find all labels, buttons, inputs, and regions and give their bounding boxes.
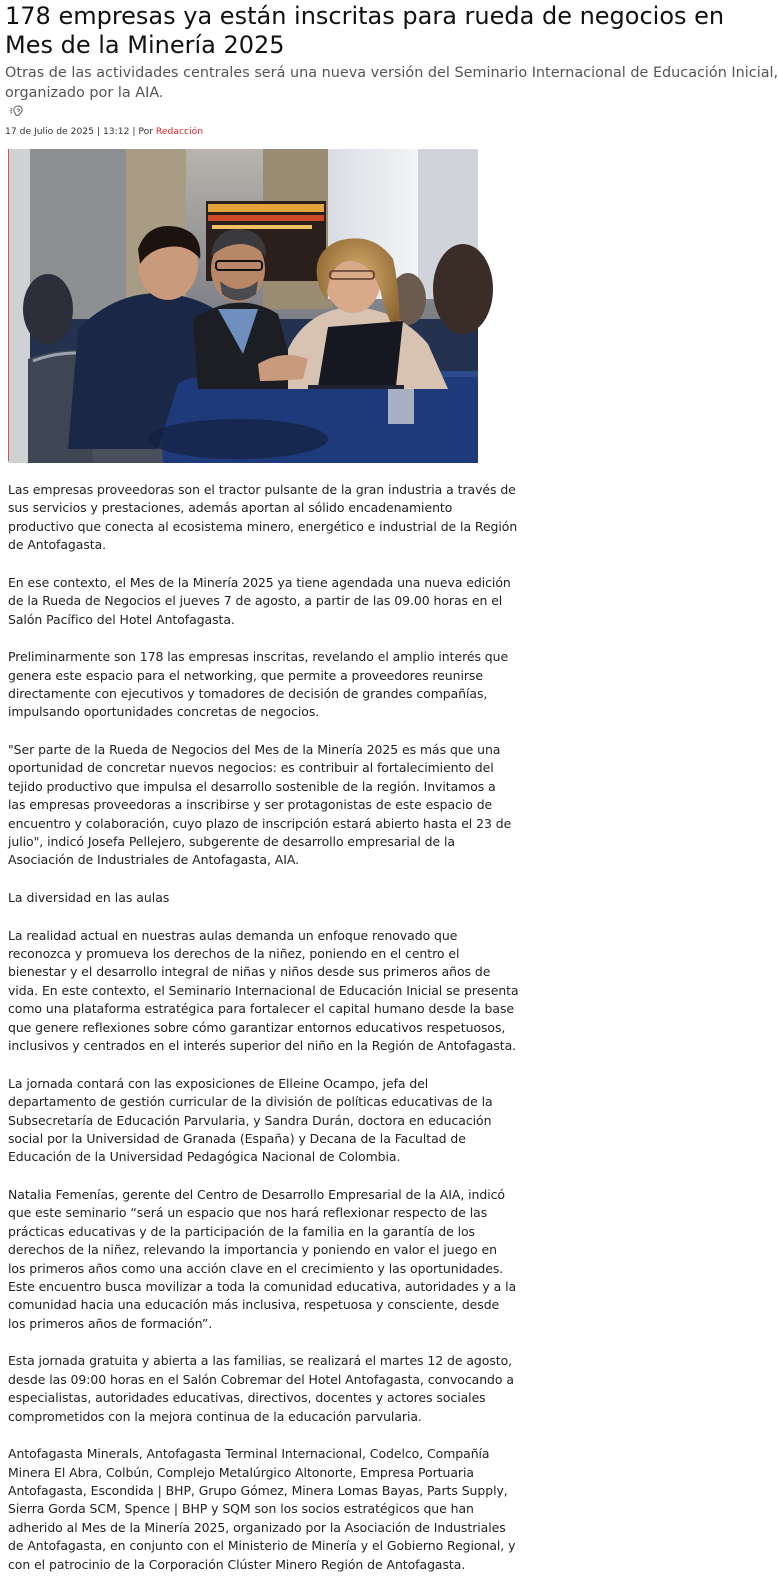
paragraph-line: que este seminario “será un espacio que nos hará reflexionar respecto de las xyxy=(8,1205,488,1221)
paragraph-line: directamente con ejecutivos y tomadores de decisión de grandes compañías, xyxy=(8,686,488,702)
paragraph-line: "Ser parte de la Rueda de Negocios del Mes de la Minería 2025 es más que una xyxy=(8,742,501,758)
paragraph-line: los primeros años de formación”. xyxy=(8,1315,213,1331)
paragraph-line: desde las 09:00 horas en el Salón Cobremar del Hotel Antofagasta, convocando a xyxy=(8,1371,514,1387)
business-meeting-photo xyxy=(8,149,478,463)
article-paragraph xyxy=(8,574,511,629)
article-paragraph xyxy=(8,1445,516,1574)
article-subtitle xyxy=(5,63,778,123)
paragraph-line: las empresas proveedoras a inscribirse y ser protagonistas de este espacio de xyxy=(8,797,493,813)
paragraph-line: En ese contexto, el Mes de la Minería 2025 ya tiene agendada una nueva edición xyxy=(8,574,511,590)
paragraph-line: Salón Pacífico del Hotel Antofagasta. xyxy=(8,611,235,627)
paragraph-line: bienestar y el desarrollo integral de niñas y niños desde sus primeros años de xyxy=(8,964,491,980)
paragraph-line: tejido productivo que impulsa el desarrollo sostenible de la región. Invitamos a xyxy=(8,778,496,794)
paragraph-line: los primeros años como una acción clave en el crecimiento y las oportunidades. xyxy=(8,1260,504,1276)
article-date: 17 de Julio de 2025 xyxy=(5,126,94,137)
paragraph-line: derechos de la niñez, relevando la importancia y poniendo en valor el juego en xyxy=(8,1242,497,1258)
paragraph-line: reconozca y promueva los derechos de la niñez, poniendo en el centro el xyxy=(8,946,460,962)
paragraph-line: Las empresas proveedoras son el tractor pulsante de la gran industria a través de xyxy=(8,482,516,497)
paragraph-line: de Antofagasta. xyxy=(8,537,107,553)
article-meta xyxy=(5,126,203,138)
paragraph-line: Antofagasta Minerals, Antofagasta Terminal Internacional, Codelco, Compañía xyxy=(8,1446,490,1462)
paragraph-line: productivo que conecta al ecosistema minero, energético e industrial de la Región xyxy=(8,518,518,534)
paragraph-line: julio", indicó Josefa Pellejero, subgerente de desarrollo empresarial de la xyxy=(8,834,455,850)
article-title xyxy=(5,2,725,60)
paragraph-line: especialistas, autoridades educativas, directivos, docentes y actores sociales xyxy=(8,1390,486,1406)
paragraph-line: con el patrocinio de la Corporación Clúster Minero Región de Antofagasta. xyxy=(8,1556,466,1572)
article-paragraph xyxy=(8,648,509,722)
paragraph-line: La realidad actual en nuestras aulas demanda un enfoque renovado que xyxy=(8,927,458,943)
article-photo xyxy=(8,149,478,463)
by-label: Por xyxy=(138,126,153,137)
paragraph-line: social por la Universidad de Granada (España) y Decana de la Facultad de xyxy=(8,1130,466,1146)
paragraph-line: departamento de gestión curricular de la división de políticas educativas de la xyxy=(8,1094,493,1110)
paragraph-line: inclusivos y centrados en el interés superior del niño en la Región de Antofagasta. xyxy=(8,1038,517,1054)
article-title-line: Mes de la Minería 2025 xyxy=(5,31,285,59)
paragraph-line: comprometidos con la mejora continua de la educación parvularia. xyxy=(8,1408,422,1424)
article-subtitle-line-2: organizado por la AIA. xyxy=(5,83,700,123)
article-title-line: 178 empresas ya están inscritas para rueda de negocios en xyxy=(5,2,725,30)
article-paragraph xyxy=(8,1075,493,1167)
article-body xyxy=(8,481,519,1593)
ear-sound-icon[interactable] xyxy=(9,103,700,123)
paragraph-line: Minera El Abra, Colbún, Complejo Metalúrgico Altonorte, Empresa Portuaria xyxy=(8,1464,474,1480)
article-paragraph xyxy=(8,1352,514,1426)
paragraph-line: como una plataforma estratégica para fortalecer el capital humano desde la base xyxy=(8,1001,515,1017)
paragraph-line: oportunidad de concretar nuevos negocios: es contribuir al fortalecimiento del xyxy=(8,760,494,776)
paragraph-line: que genere reflexiones sobre cómo garantizar entornos educativos respetuosos, xyxy=(8,1019,506,1035)
paragraph-line: prácticas educativas y de la participación de la familia en la garantía de los xyxy=(8,1223,475,1239)
paragraph-line: impulsando oportunidades concretas de negocios. xyxy=(8,704,320,720)
paragraph-line: adherido al Mes de la Minería 2025, organizado por la Asociación de Industriales xyxy=(8,1519,506,1535)
paragraph-line: encuentro y colaboración, cuyo plazo de inscripción estará abierto hasta el 23 de xyxy=(8,815,512,831)
meta-separator: | xyxy=(96,126,101,137)
paragraph-line: Educación de la Universidad Pedagógica Nacional de Colombia. xyxy=(8,1149,401,1165)
paragraph-line: Esta jornada gratuita y abierta a las familias, se realizará el martes 12 de agosto, xyxy=(8,1353,513,1369)
paragraph-line: de Antofagasta, en conjunto con el Ministerio de Minería y el Gobierno Regional, y xyxy=(8,1538,516,1554)
paragraph-line: La jornada contará con las exposiciones de Elleine Ocampo, jefa del xyxy=(8,1075,429,1091)
section-heading: La diversidad en las aulas xyxy=(8,890,170,906)
article-paragraph xyxy=(8,1186,517,1333)
article-time: 13:12 xyxy=(102,126,130,137)
paragraph-line: sus servicios y prestaciones, además aportan al sólido encadenamiento xyxy=(8,500,453,516)
paragraph-line: Antofagasta, Escondida | BHP, Grupo Gómez, Minera Lomas Bayas, Parts Supply, xyxy=(8,1482,508,1498)
article-paragraph xyxy=(8,927,519,1056)
author-link[interactable]: Redacción xyxy=(155,126,204,137)
article-paragraph xyxy=(8,481,518,555)
paragraph-line: Preliminarmente son 178 las empresas inscritas, revelando el amplio interés que xyxy=(8,649,509,665)
paragraph-line: Asociación de Industriales de Antofagasta, AIA. xyxy=(8,852,300,868)
paragraph-line: Sierra Gorda SCM, Spence | BHP y SQM son los socios estratégicos que han xyxy=(8,1501,474,1517)
paragraph-line: Natalia Femenías, gerente del Centro de Desarrollo Empresarial de la AIA, indicó xyxy=(8,1186,505,1202)
paragraph-line: Subsecretaría de Educación Parvularia, y Sandra Durán, doctora en educación xyxy=(8,1112,492,1128)
paragraph-line: genera este espacio para el networking, que permite a proveedores reunirse xyxy=(8,667,483,683)
article-subtitle-line: Otras de las actividades centrales será una nueva versión del Seminario Internacional de Educación Inicial, xyxy=(5,65,778,81)
paragraph-line: vida. En este contexto, el Seminario Internacional de Educación Inicial se presenta xyxy=(8,982,519,998)
paragraph-line: Este encuentro busca movilizar a toda la comunidad educativa, autoridades y a la xyxy=(8,1278,517,1294)
meta-separator: | xyxy=(132,126,136,137)
paragraph-line: de la Rueda de Negocios el jueves 7 de agosto, a partir de las 09.00 horas en el xyxy=(8,593,503,609)
article-paragraph xyxy=(8,741,512,870)
paragraph-line: comunidad hacia una educación más inclusiva, respetuosa y consciente, desde xyxy=(8,1297,500,1313)
